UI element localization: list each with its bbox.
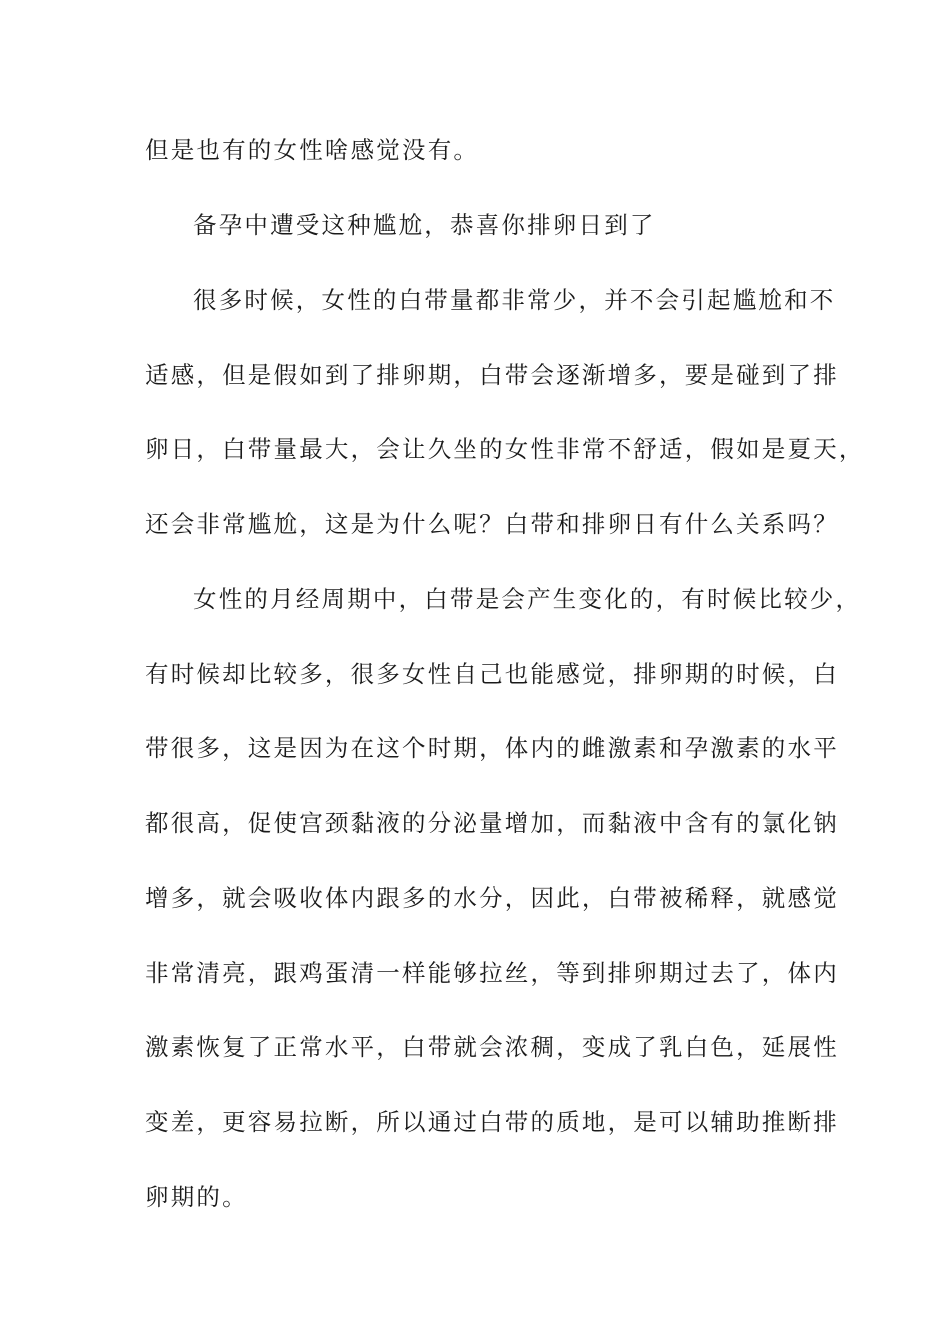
paragraph-line: 非常清亮，跟鸡蛋清一样能够拉丝，等到排卵期过去了，体内 xyxy=(145,959,839,987)
paragraph-line: 带很多，这是因为在这个时期，体内的雌激素和孕激素的水平 xyxy=(145,734,839,762)
paragraph-line: 激素恢复了正常水平，白带就会浓稠，变成了乳白色，延展性 xyxy=(145,1033,839,1061)
paragraph-line: 很多时候，女性的白带量都非常少，并不会引起尴尬和不 xyxy=(193,286,836,314)
paragraph-line: 女性的月经周期中，白带是会产生变化的，有时候比较少， xyxy=(193,585,862,613)
paragraph-line: 但是也有的女性啥感觉没有。 xyxy=(145,136,480,164)
paragraph-line: 还会非常尴尬，这是为什么呢？白带和排卵日有什么关系吗？ xyxy=(145,510,839,538)
paragraph-line: 变差，更容易拉断，所以通过白带的质地，是可以辅助推断排 xyxy=(145,1108,839,1136)
paragraph-line: 都很高，促使宫颈黏液的分泌量增加，而黏液中含有的氯化钠 xyxy=(145,809,839,837)
paragraph-line: 适感，但是假如到了排卵期，白带会逐渐增多，要是碰到了排 xyxy=(145,361,839,389)
paragraph-line: 卵日，白带量最大，会让久坐的女性非常不舒适，假如是夏天， xyxy=(145,435,865,463)
paragraph-line: 有时候却比较多，很多女性自己也能感觉，排卵期的时候，白 xyxy=(145,660,839,688)
paragraph-line: 卵期的。 xyxy=(145,1183,248,1211)
paragraph-line: 增多，就会吸收体内跟多的水分，因此，白带被稀释，就感觉 xyxy=(145,884,839,912)
section-heading: 备孕中遭受这种尴尬，恭喜你排卵日到了 xyxy=(193,211,656,239)
